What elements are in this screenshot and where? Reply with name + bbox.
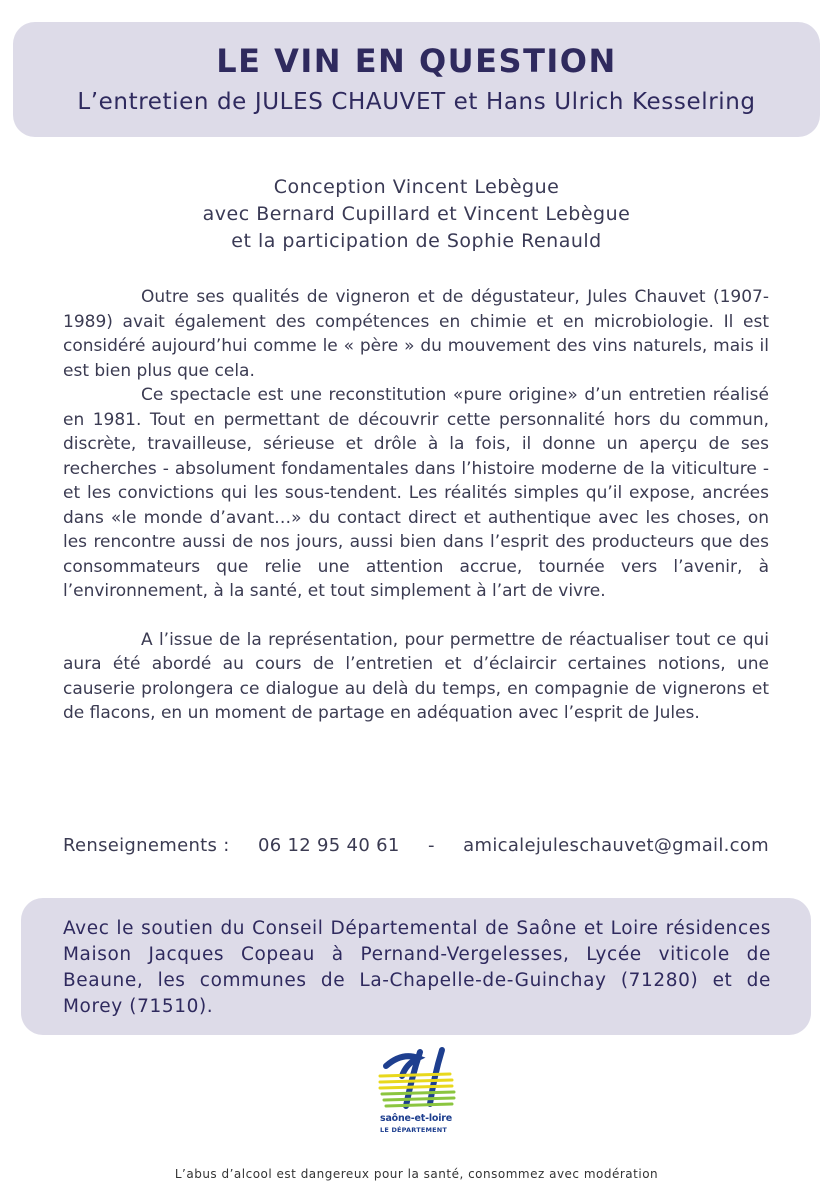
credits-block [0,174,833,255]
contact-separator: - [427,835,435,856]
page-title: LE VIN EN QUESTION [216,42,617,80]
contact-phone[interactable]: 06 12 95 40 61 [257,835,400,856]
logo-subtitle: LE DÉPARTEMENT [380,1126,448,1134]
credits-line-participation: et la participation de Sophie Renauld [231,230,602,252]
credits-line-conception: Conception Vincent Lebègue [273,176,560,198]
support-text: Avec le soutien du Conseil Départemental de Saône et Loire résidences Maison Jacques Copeau à Pernand-Vergelesses, Lycée viticole de Beaune, les communes de La-Chapelle-de-Guinchay (71280) et de Morey (71510). [63,918,771,1017]
page-subtitle: L’entretien de JULES CHAUVET et Hans Ulrich Kesselring [77,89,756,115]
contact-label: Renseignements : [63,835,230,856]
health-warning: L’abus d’alcool est dangereux pour la santé, consommez avec modération [174,1167,659,1181]
saone-et-loire-logo [372,1046,464,1140]
contact-email[interactable]: amicalejuleschauvet@gmail.com [463,835,769,856]
paragraph-show: Ce spectacle est une reconstitution «pure origine» d’un entretien réalisé en 1981. Tout en permettant de découvrir cette personnalité hors du commun, discrète, travailleuse, sérieuse et drôle à la fois, il donne un aperçu de ses recherches - absolument fondamentales dans l’histoire moderne de la viticulture - et les convictions qui les sous-tendent. Les réalités simples qu’il expose, ancrées dans «le monde d’avant…» du contact direct et authentique avec les choses, on les rencontre aussi de nos jours, aussi bien dans l’esprit des producteurs que des consommateurs que relie une attention accrue, tournée vers l’avenir, à l’environnement, à la santé, et tout simplement à l’art de vivre. [63,385,769,601]
department-logo-icon [372,1046,464,1114]
paragraph-talk: A l’issue de la représentation, pour permettre de réactualiser tout ce qui aura été abordé au cours de l’entretien et d’éclaircir certaines notions, une causerie prolongera ce dialogue au delà du temps, en compagnie de vignerons et de flacons, en un moment de partage en adéquation avec l’esprit de Jules. [63,629,769,723]
description-body [63,285,769,726]
logo-name: saône-et-loire [380,1113,453,1124]
contact-line [63,835,769,856]
header-banner [13,22,820,137]
credits-line-cast: avec Bernard Cupillard et Vincent Lebègue [202,203,631,225]
support-banner [21,898,811,1035]
paragraph-intro: Outre ses qualités de vigneron et de dégustateur, Jules Chauvet (1907-1989) avait également des compétences en chimie et en microbiologie. Il est considéré aujourd’hui comme le « père » du mouvement des vins naturels, mais il est bien plus que cela. [63,287,769,381]
